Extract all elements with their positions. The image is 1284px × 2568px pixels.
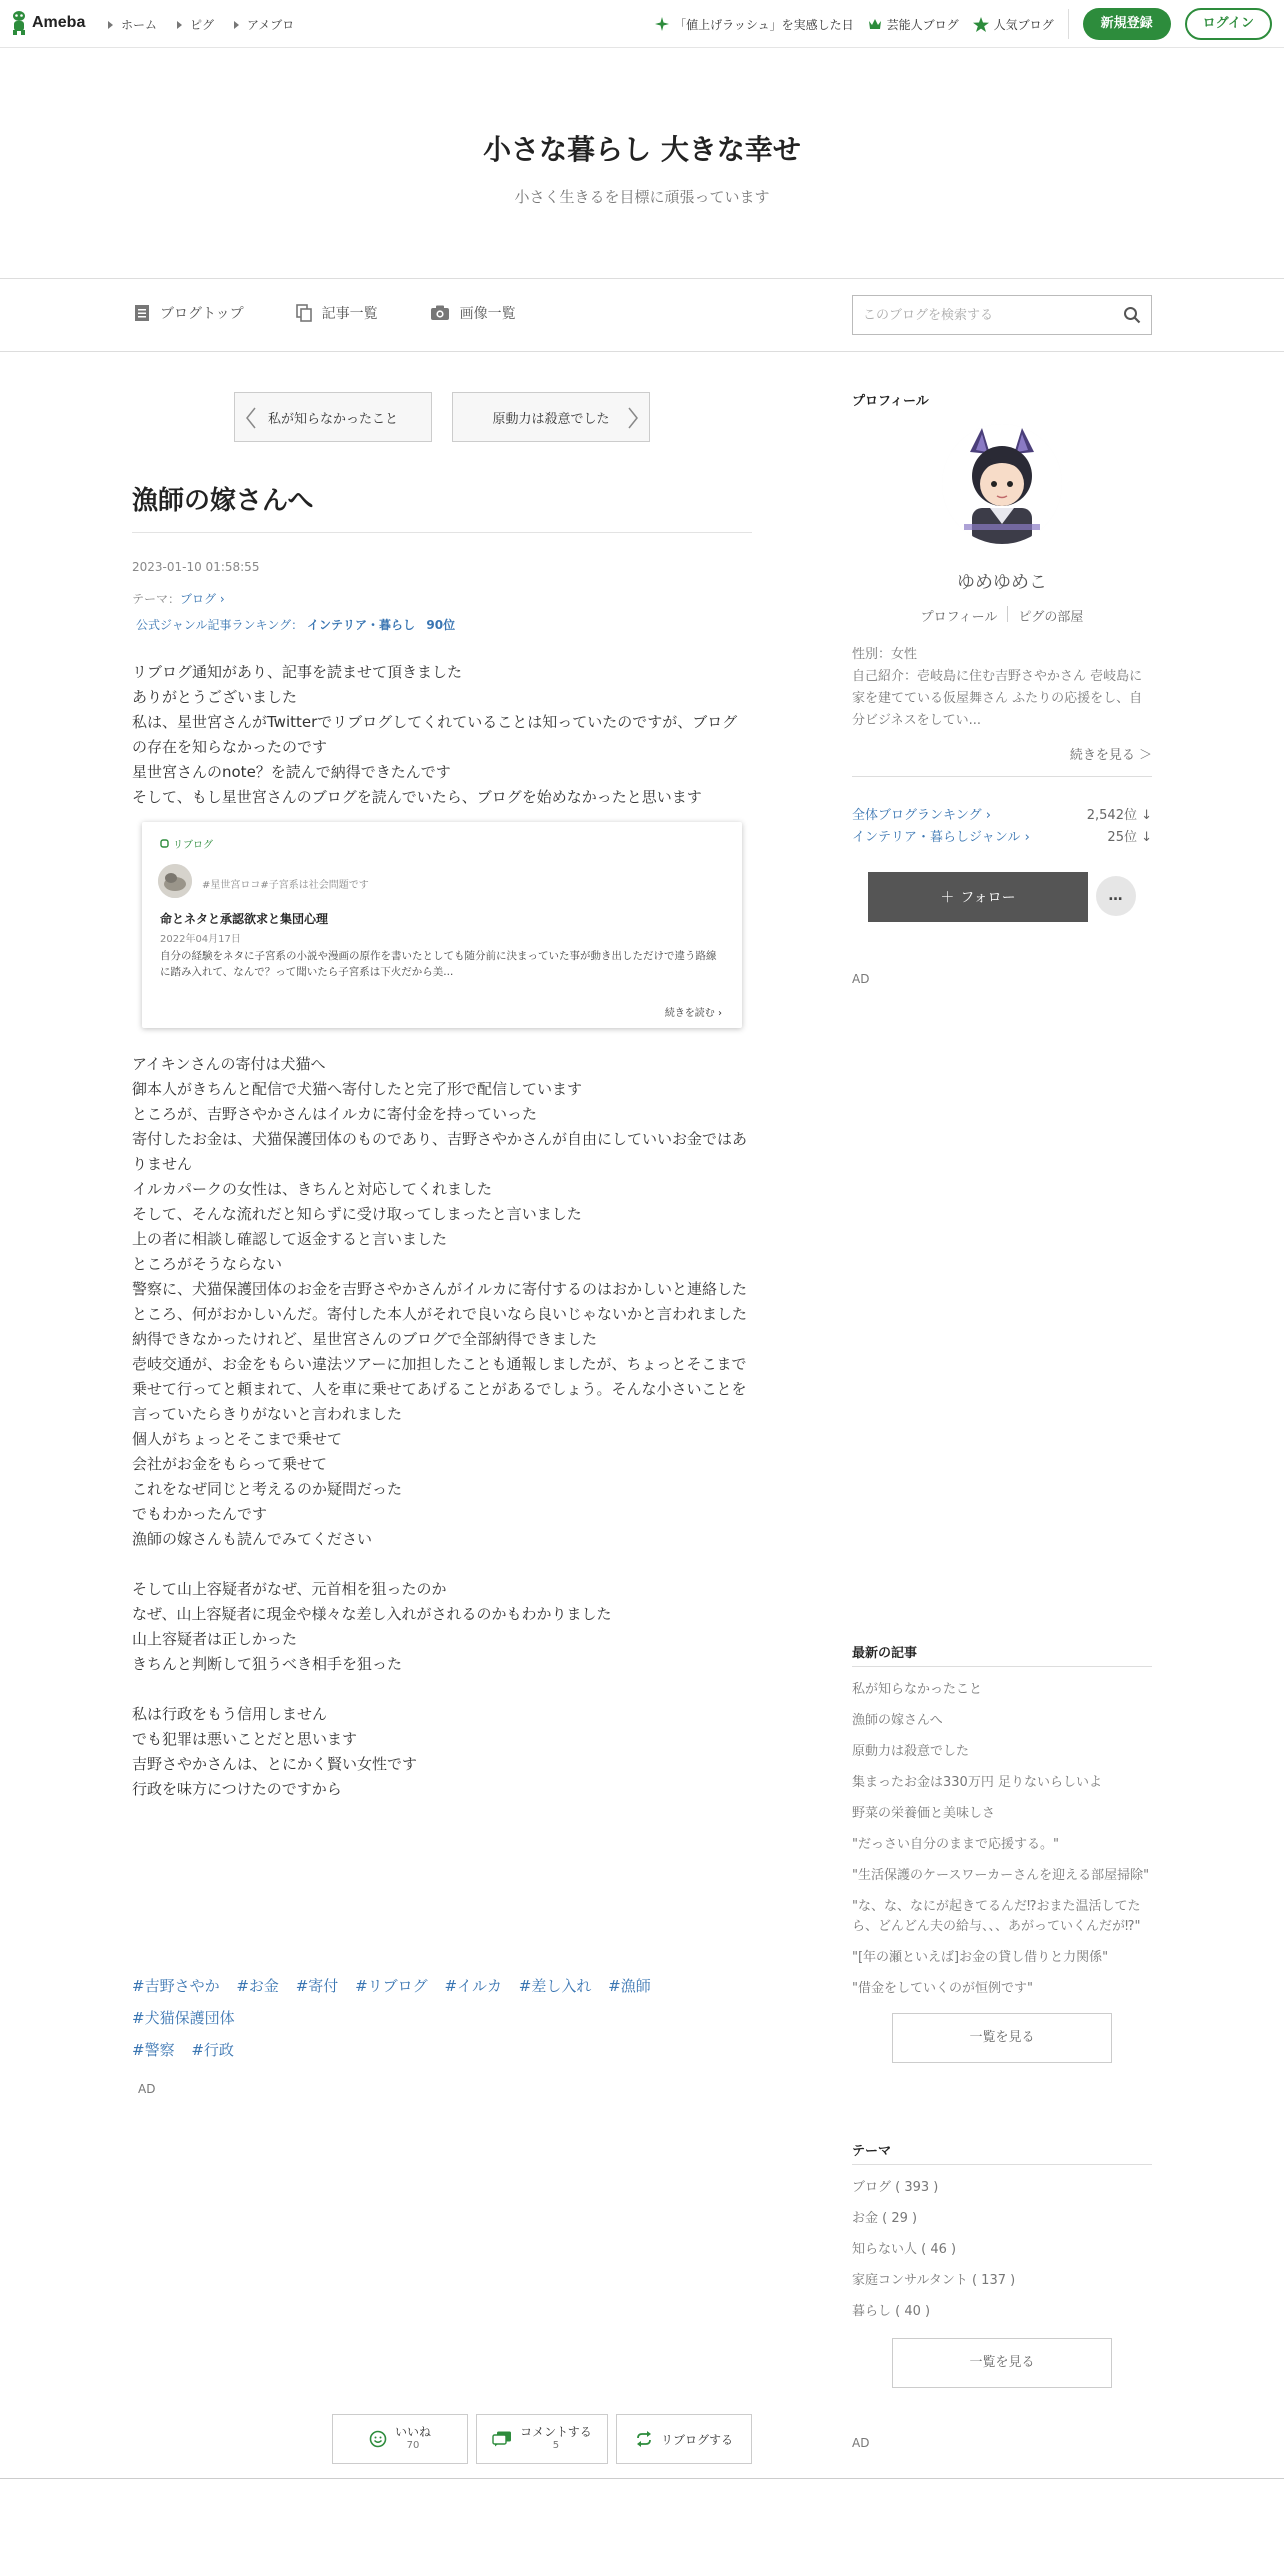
reblog-label: リブログする [660,2432,733,2447]
reblog-icon [160,839,169,848]
body-paragraph: 行政を味方につけたのですから [132,1780,342,1798]
hashtag-link[interactable]: #リブログ [355,1977,428,1995]
celebrity-blog-label: 芸能人ブログ [886,17,959,32]
ad-label: AD [852,2436,870,2450]
latest-entry-link[interactable]: 野菜の栄養価と美味しさ [852,1806,996,1821]
body-paragraph: 吉野さやかさんは、とにかく賢い女性です [132,1755,418,1773]
theme-list-section [852,2140,1152,2370]
like-label: いいね [394,2425,431,2439]
profile-heading: プロフィール [852,394,929,409]
popular-blog-link[interactable] [973,16,1054,33]
chevron-right-icon [627,407,639,429]
profile-link[interactable]: プロフィール [920,610,998,625]
theme-link[interactable]: ブログ ( 393 ) [852,2180,939,2195]
latest-entry-link[interactable]: "だっさい自分のままで応援する。" [852,1837,1059,1852]
subnav-entry-list[interactable] [296,303,378,323]
chevron-right-icon: › [219,592,225,606]
subnav-image-list[interactable] [430,303,516,323]
body-paragraph: イルカパークの女性は、きちんと対応してくれました [132,1180,493,1198]
entry-body-part-1 [132,660,752,810]
comment-label: コメントする [520,2425,592,2439]
follow-button[interactable] [868,872,1088,922]
body-paragraph: 星世宮さんのnote？を読んで納得できたんです [132,763,451,781]
profile-links [852,606,1152,625]
ranking-label [852,826,1030,845]
like-button[interactable] [332,2414,468,2464]
celebrity-blog-link[interactable] [868,16,959,33]
blog-description: 小さく生きるを目標に頑張っています [514,188,770,206]
latest-entry-link[interactable]: "生活保護のケースワーカーさんを迎える部屋掃除" [852,1868,1150,1883]
entry-title[interactable]: 漁師の嫁さんへ [132,486,314,516]
logo-text: Ameba [32,14,86,31]
entry-theme [132,590,225,607]
body-paragraph: 納得できなかったけれど、星世宮さんのブログで全部納得できました [132,1330,598,1348]
blog-title[interactable]: 小さな暮らし 大きな幸せ [483,133,801,166]
subnav-blog-top[interactable] [134,303,244,323]
body-paragraph: きちんと判断して狙うべき相手を狙った [132,1655,403,1673]
body-paragraph: 会社がお金をもらって乗せて [132,1455,328,1473]
blog-header [0,48,1284,278]
ameba-mascot-icon [10,10,28,36]
body-paragraph: ありがとうございました [132,688,298,706]
see-all-themes-button[interactable]: 一覧を見る [892,2338,1112,2388]
global-nav-right [655,8,1272,40]
chevron-right-icon: › [1024,830,1030,845]
divider [852,776,1152,777]
hashtag-link[interactable]: #警察 [132,2041,175,2059]
profile-info [852,644,1152,732]
body-paragraph: 漁師の嫁さんも読んでみてください [132,1530,373,1548]
theme-list [852,2178,1152,2388]
global-nav-links [108,16,294,33]
body-paragraph: 壱岐交通が、お金をもらい違法ツアーに加担したことも通報しましたが、ちょっとそこまで乗せて行ってと頼まれて、人を車に乗せてあげることがあるでしょう。そんな小さいことを言っていたらきりがないと言われました [132,1355,747,1423]
divider [1007,606,1008,622]
document-icon [134,304,150,322]
see-all-entries-button[interactable]: 一覧を見る [892,2013,1112,2063]
body-paragraph: でもわかったんです [132,1505,268,1523]
reblog-card[interactable] [142,822,742,1028]
nav-link-ameblo[interactable] [234,16,294,33]
reblog-excerpt: 自分の経験をネタに子宮系の小説や漫画の原作を書いたとしても随分前に決まっていた事が動き出しただけで違う路線に踏み入れて、なんで？って聞いたら子宮系は下火だから美... [160,950,717,978]
latest-list [852,1680,1152,2063]
profile-gender: 性別：女性 [852,647,918,662]
chevron-right-icon: › [718,1008,722,1019]
reblog-arrows-icon [635,2431,653,2447]
sparkle-icon [655,17,669,31]
entry-actions [332,2414,752,2464]
profile-name[interactable]: ゆめゆめこ [957,572,1047,593]
reblog-author-avatar [158,864,192,898]
ranking-genre[interactable] [852,826,1152,845]
like-count: 70 [406,2440,420,2451]
blog-subnav [0,278,1284,352]
body-paragraph: リブログ通知があり、記事を読ませて頂きました [132,663,463,681]
reblog-read-more[interactable] [665,1004,722,1019]
more-options-button[interactable]: … [1096,876,1136,916]
ranking-overall[interactable] [852,804,1152,823]
reblog-date: 2022年04月17日 [160,934,241,945]
hashtag-link[interactable]: #犬猫保護団体 [132,2009,235,2027]
body-paragraph: なぜ、山上容疑者に現金や様々な差し入れがされるのかもわかりました [132,1605,612,1623]
promo-link[interactable] [655,16,854,33]
body-paragraph: 私は、星世宮さんがTwitterでリブログしてくれていることは知っていたのですが、ブログの存在を知らなかったのです [132,713,738,756]
reblog-label [160,836,213,851]
nav-link-label: ホーム [121,18,158,32]
body-paragraph: 個人がちょっとそこまで乗せて [132,1430,343,1448]
hashtag-link[interactable]: #お金 [236,1977,279,1995]
reblog-button[interactable] [616,2414,752,2464]
hashtag-link[interactable]: #吉野さやか [132,1977,220,1995]
theme-link[interactable]: 家庭コンサルタント ( 137 ) [852,2273,1016,2288]
entry-date: 2023-01-10 01:58:55 [132,560,260,574]
profile-intro: 自己紹介：壱岐島に住む吉野さやかさん 壱岐島に家を建てている仮屋舞さん ふたりの応援をし、自分ビジネスをしてい... [852,669,1143,728]
latest-entry-link[interactable]: "借金をしていくのが恒例です" [852,1981,1033,1996]
theme-link[interactable]: 暮らし ( 40 ) [852,2304,931,2319]
ranking-label-text: 全体ブログランキング [852,808,982,823]
login-button[interactable]: ログイン [1185,8,1272,40]
subnav-label: 記事一覧 [321,306,378,322]
global-header [0,0,1284,48]
comment-button[interactable] [476,2414,608,2464]
prev-entry-label: 私が知らなかったこと [267,411,398,427]
triangle-icon [234,21,239,29]
entry-body-part-2 [132,1052,752,1802]
blog-search [852,295,1152,335]
theme-link[interactable]: お金 ( 29 ) [852,2211,918,2226]
hashtag-link[interactable]: #イルカ [444,1977,503,1995]
crown-icon [868,18,882,30]
blog-subnav-items [134,303,516,323]
divider [852,1666,1152,1667]
nav-link-pigg[interactable] [177,16,214,33]
camera-icon [430,305,450,321]
ranking-value: 25位 ↓ [1107,830,1152,845]
follow-label: フォロー [960,890,1016,906]
body-paragraph: ところがそうならない [132,1255,283,1273]
hashtag-link[interactable]: #行政 [191,2041,234,2059]
latest-entries [852,1642,1152,2045]
hashtag-list [132,1970,752,2066]
comment-count: 5 [552,2440,560,2451]
rank-genre: インテリア・暮らし [306,618,415,632]
theme-link[interactable]: ブログ [180,592,217,606]
theme-link[interactable]: 知らない人 ( 46 ) [852,2242,957,2257]
latest-heading: 最新の記事 [852,1646,918,1661]
hashtag-link[interactable]: #漁師 [608,1977,651,1995]
profile-read-more[interactable]: 続きを見る ＞ [1069,748,1152,763]
profile-avatar[interactable] [942,424,1062,544]
latest-entry-link[interactable]: "[年の瀬といえば]お金の貸し借りと力関係" [852,1950,1109,1965]
popular-blog-label: 人気ブログ [993,17,1054,32]
ranking-label-text: インテリア・暮らしジャンル [852,830,1021,845]
ad-label: AD [138,2082,156,2096]
body-paragraph: 上の者に相談し確認して返金すると言いました [132,1230,448,1248]
comment-text [520,2425,592,2453]
theme-label: テーマ： [132,592,181,606]
hashtag-link[interactable]: #寄付 [295,1977,339,1995]
body-paragraph: 山上容疑者は正しかった [132,1630,298,1648]
divider [1068,9,1069,39]
copy-icon [296,304,312,322]
triangle-icon [108,21,113,29]
promo-label: 「値上げラッシュ」を実感した日 [674,17,854,32]
latest-entry-link[interactable]: "な、な、なにが起きてるんだ⁉︎おまた温活してたら、どんどん夫の給与、、、あがっていくんだが⁉︎" [852,1899,1141,1934]
next-entry-label: 原動力は殺意でした [492,411,610,427]
body-paragraph: ところが、吉野さやかさんはイルカに寄付金を持っていった [132,1105,538,1123]
pigg-room-link[interactable]: ピグの部屋 [1018,610,1084,625]
comment-icon [492,2431,512,2447]
body-paragraph: そして、そんな流れだと知らずに受け取ってしまったと言いました [132,1205,582,1223]
body-paragraph: そして、もし星世宮さんのブログを読んでいたら、ブログを始めなかったと思います [132,788,702,806]
nav-link-label: ピグ [190,18,215,32]
latest-entry-link[interactable]: 集まったお金は330万円 足りないらしいよ [852,1775,1102,1790]
ranking-label [852,804,991,823]
reblog-label-text: リブログ [173,840,213,851]
divider [132,532,752,533]
search-icon[interactable] [1123,306,1141,324]
reblog-author: #星世宮ロコ#子宮系は社会問題です [202,880,369,891]
avatar-image [158,864,192,898]
body-paragraph: 寄付したお金は、犬猫保護団体のものであり、吉野さやかさんが自由にしていいお金ではありません [132,1130,748,1173]
body-paragraph [132,1552,752,1577]
hashtag-link[interactable]: #差し入れ [518,1977,592,1995]
latest-entry-link[interactable]: 私が知らなかったこと [852,1682,983,1697]
prev-entry-button[interactable] [234,392,432,442]
body-paragraph: 御本人がきちんと配信で犬猫へ寄付したと完了形で配信しています [132,1080,583,1098]
chevron-left-icon [245,407,257,429]
star-icon [973,17,989,32]
rank-value: 90位 [426,618,456,632]
body-paragraph: これをなぜ同じと考えるのか疑問だった [132,1480,403,1498]
body-paragraph: でも犯罪は悪いことだと思います [132,1730,358,1748]
entry-pager [234,392,650,442]
body-paragraph: 私は行政をもう信用しません [132,1705,328,1723]
ameba-logo[interactable] [10,10,85,36]
entry-ranking[interactable] [136,616,455,633]
like-text [395,2425,431,2453]
subnav-label: 画像一覧 [459,306,516,322]
triangle-icon [177,21,182,29]
reblog-title[interactable]: 命とネタと承認欲求と集団心理 [160,912,329,926]
body-paragraph: アイキンさんの寄付は犬猫へ [132,1055,326,1073]
ad-label: AD [852,972,870,986]
ranking-value: 2,542位 ↓ [1086,808,1152,823]
avatar-image [942,424,1062,544]
plus-icon: ＋ [940,890,955,906]
body-paragraph [132,1677,752,1702]
rank-label: 公式ジャンル記事ランキング： [136,618,304,632]
next-entry-button[interactable] [452,392,650,442]
latest-entry-link[interactable]: 漁師の嫁さんへ [852,1713,943,1728]
search-input[interactable] [853,296,1103,334]
smile-icon [369,2430,387,2448]
latest-entry-link[interactable]: 原動力は殺意でした [852,1744,970,1759]
nav-link-label: アメブロ [247,18,295,32]
nav-link-home[interactable] [108,16,157,33]
subnav-label: ブログトップ [160,306,244,322]
theme-heading: テーマ [852,2144,892,2159]
read-more-label: 続きを読む [664,1008,715,1019]
divider [0,2478,1284,2479]
body-paragraph: そして山上容疑者がなぜ、元首相を狙ったのか [132,1580,447,1598]
body-paragraph: 警察に、犬猫保護団体のお金を吉野さやかさんがイルカに寄付するのはおかしいと連絡したところ、何がおかしいんだ。寄付した本人がそれで良いなら良いじゃないかと言われました [132,1280,748,1323]
signup-button[interactable]: 新規登録 [1083,8,1171,40]
divider [852,2164,1152,2165]
chevron-right-icon: › [985,808,991,823]
